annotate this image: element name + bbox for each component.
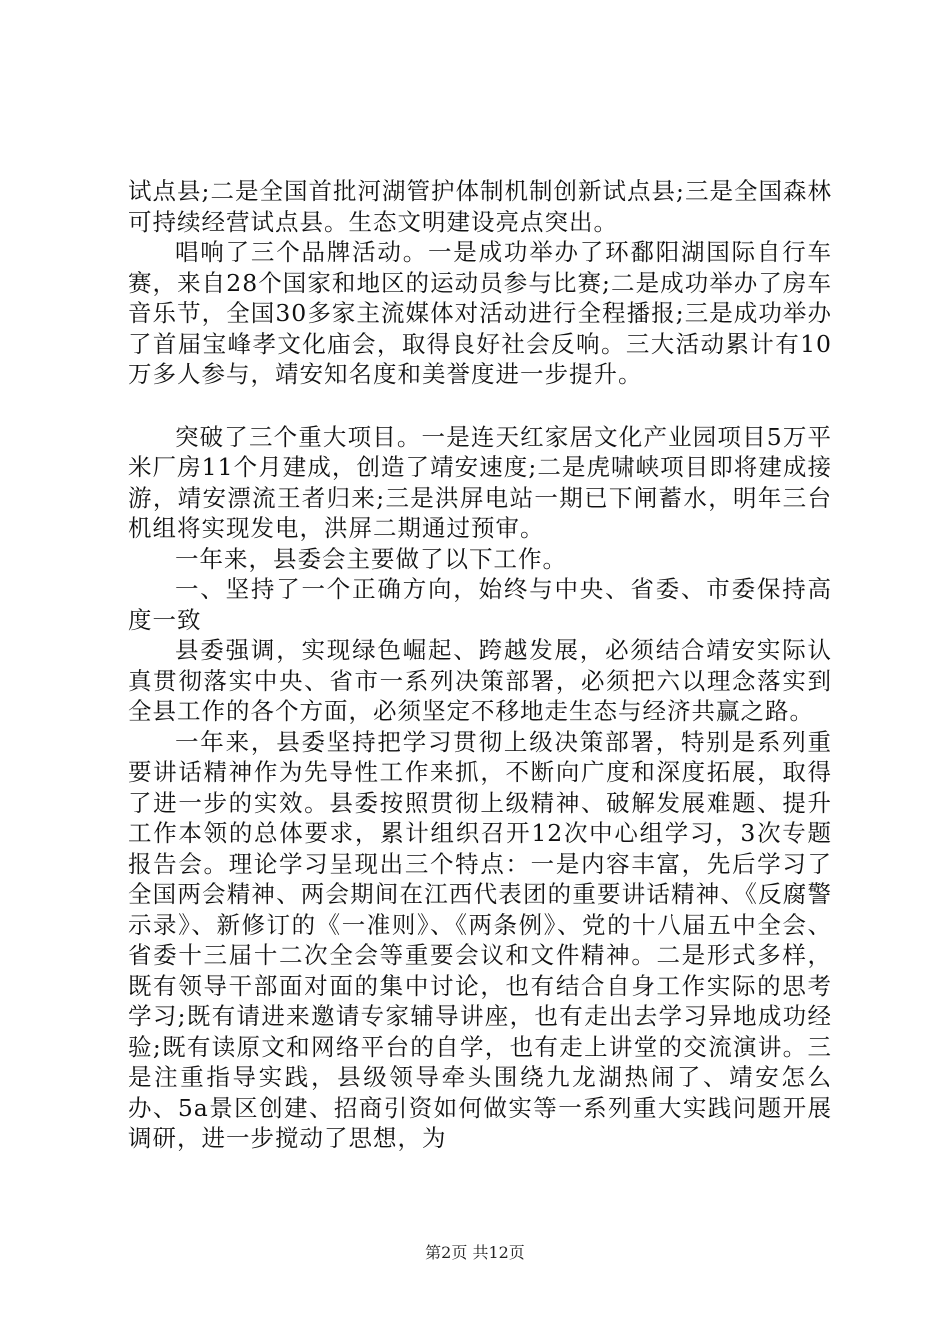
paragraph-5: 县委强调，实现绿色崛起、跨越发展，必须结合靖安实际认真贯彻落实中央、省市一系列决策部署，必须把六以理念落实到全县工作的各个方面，必须坚定不移地走生态与经济共赢之路。 [128,636,832,725]
page-number-footer: 第2页 共12页 [425,1243,525,1262]
document-body [128,176,832,1154]
paragraph-1: 试点县;二是全国首批河湖管护体制机制创新试点县;三是全国森林可持续经营试点县。生态文明建设亮点突出。 [128,177,832,236]
paragraph-4: 一年来，县委会主要做了以下工作。 [175,544,567,573]
paragraph-6: 一年来，县委坚持把学习贯彻上级决策部署，特别是系列重要讲话精神作为先导性工作来抓，不断向广度和深度拓展，取得了进一步的实效。县委按照贯彻上级精神、破解发展难题、提升工作本领的总体要求，累计组织召开12次中心组学习，3次专题报告会。理论学习呈现出三个特点：一是内容丰富，先后学习了全国两会精神、两会期间在江西代表团的重要讲话精神、《反腐警示录》、新修订的《一准则》、《两条例》、党的十八届五中全会、省委十三届十二次全会等重要会议和文件精神。二是形式多样，既有领导干部面对面的集中讨论，也有结合自身工作实际的思考学习;既有请进来邀请专家辅导讲座，也有走出去学习异地成功经验;既有读原文和网络平台的自学，也有走上讲堂的交流演讲。三是注重指导实践，县级领导牵头围绕九龙湖热闹了、靖安怎么办、5a景区创建、招商引资如何做实等一系列重大实践问题开展调研，进一步搅动了思想，为 [128,727,832,1152]
paragraph-2: 唱响了三个品牌活动。一是成功举办了环鄱阳湖国际自行车赛，来自28个国家和地区的运动员参与比赛;二是成功举办了房车音乐节，全国30多家主流媒体对活动进行全程播报;三是成功举办了首届宝峰孝文化庙会，取得良好社会反响。三大活动累计有10万多人参与，靖安知名度和美誉度进一步提升。 [128,238,832,388]
section-heading-1: 一、坚持了一个正确方向，始终与中央、省委、市委保持高度一致 [128,575,832,634]
paragraph-3: 突破了三个重大项目。一是连天红家居文化产业园项目5万平米厂房11个月建成，创造了靖安速度;二是虎啸峡项目即将建成接游，靖安漂流王者归来;三是洪屏电站一期已下闸蓄水，明年三台机组将实现发电，洪屏二期通过预审。 [128,422,832,542]
